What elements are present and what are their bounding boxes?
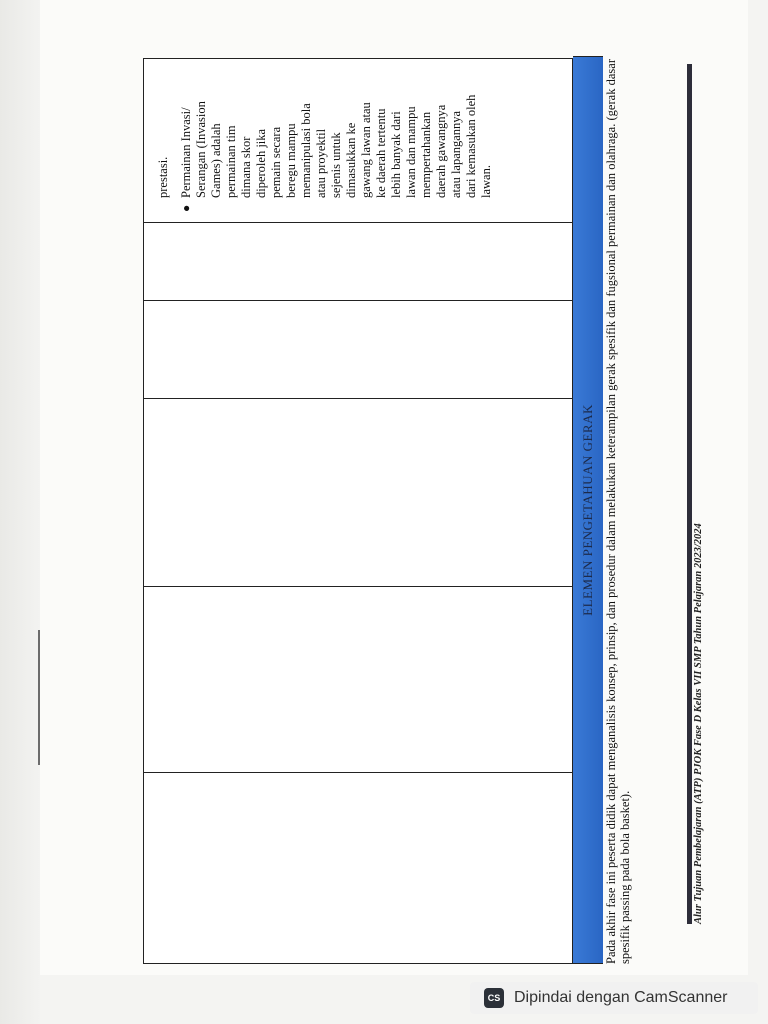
- table-column: [144, 223, 572, 301]
- footer-title: Alur Tujuan Pembelajaran (ATP) PJOK Fase D Kelas VII SMP Tahun Pelajaran 2023/2024: [693, 523, 704, 924]
- camscanner-logo-icon: CS: [484, 988, 504, 1008]
- bullet-item: [179, 67, 494, 212]
- bullet-text: Permainan Invasi/ Serangan (Invasion Games) adalah permainan tim dimana skor diperoleh jika pemain secara beregu mampu memanipulasi bola atau proyektil sejenis untuk dimasukkan ke gawang lawan atau ke daerah tertentu lebih banyak dari lawan dan mampu mempertahankan daerah gawangnya atau lapangannya dari kemasukan oleh lawan.: [179, 94, 493, 198]
- table-column: [144, 399, 572, 587]
- footer-rule: [687, 64, 692, 924]
- table-column: [144, 773, 572, 963]
- description-text: Pada akhir fase ini peserta didik dapat menganalisis konsep, prinsip, dan prosedur dalam melakukan keterampilan gerak spesifik dan fugsional permainan dan olahraga. (gerak dasar spesifik passing pada bola basket).: [604, 59, 632, 964]
- element-heading: ELEMEN PENGETAHUAN GERAK: [580, 404, 595, 616]
- table-column: [144, 587, 572, 773]
- cell-line: prestasi.: [156, 156, 170, 198]
- watermark-text: Dipindai dengan CamScanner: [514, 989, 728, 1006]
- table-column: [144, 301, 572, 399]
- atp-table: [143, 58, 573, 964]
- bullet-icon: ●: [179, 204, 193, 212]
- camscanner-watermark: [470, 982, 758, 1014]
- cell-text: [156, 67, 494, 212]
- table-column-content: [144, 59, 572, 223]
- element-heading-bar: [573, 56, 603, 964]
